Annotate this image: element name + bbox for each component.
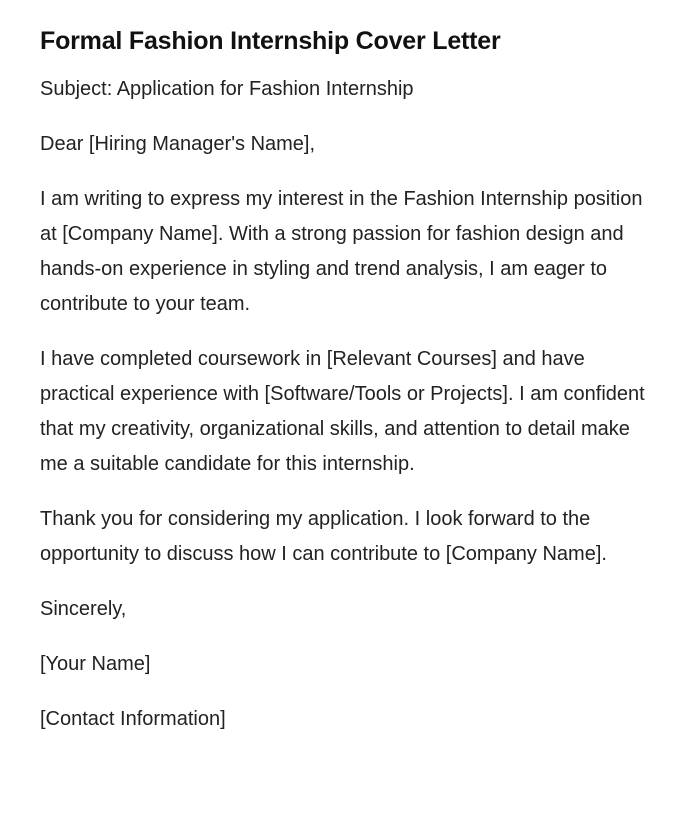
body-paragraph-experience: I have completed coursework in [Relevant Courses] and have practical experience with [Software/Tools or Projects]. I am confident that my creativity, organizational skills, and attention to detail make me a suitable candidate for this internship. <box>40 348 645 475</box>
signature-name: [Your Name] <box>40 653 151 675</box>
document-title: Formal Fashion Internship Cover Letter <box>40 27 501 55</box>
closing-line: Sincerely, <box>40 598 127 620</box>
salutation: Dear [Hiring Manager's Name], <box>40 133 316 155</box>
contact-information: [Contact Information] <box>40 708 226 730</box>
body-paragraph-closing: Thank you for considering my application. I look forward to the opportunity to discuss how I can contribute to [Company Name]. <box>40 508 607 565</box>
body-paragraph-intro: I am writing to express my interest in the Fashion Internship position at [Company Name]. With a strong passion for fashion design and hands-on experience in styling and trend analysis, I am eager to contribute to your team. <box>40 188 643 315</box>
subject-line: Subject: Application for Fashion Internship <box>40 78 414 100</box>
